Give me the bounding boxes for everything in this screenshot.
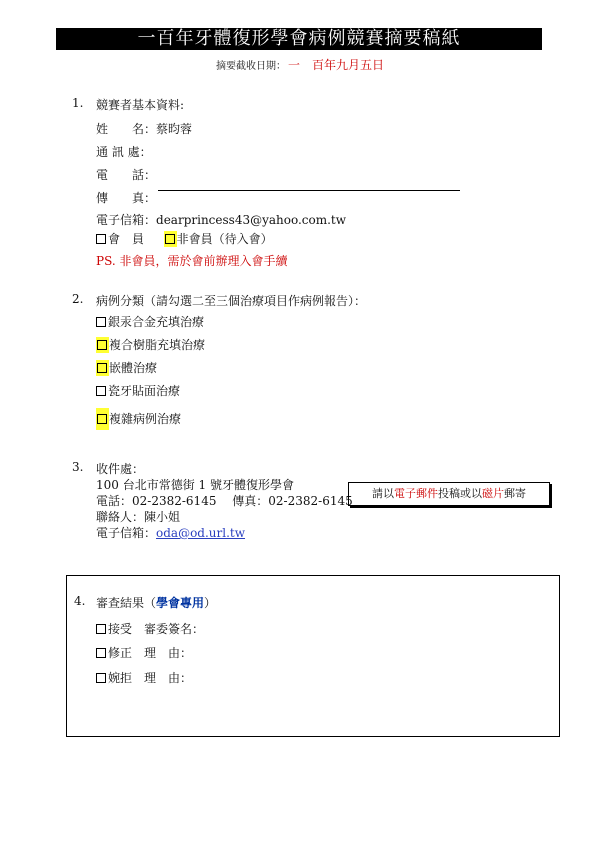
option-label: 複雜病例治療 — [109, 412, 182, 426]
email-label: 電子信箱： — [96, 213, 157, 227]
name-row — [96, 120, 192, 137]
deadline-date: 一 百年九月五日 — [287, 58, 384, 72]
fax-label-a: 傳 — [96, 191, 109, 205]
section3-heading: 收件處： — [96, 462, 145, 476]
recipient-email-row — [96, 524, 245, 541]
option-label: 銀汞合金充填治療 — [108, 315, 205, 329]
email-row — [96, 211, 346, 228]
accept-label: 接受 審委簽名： — [108, 622, 205, 636]
name-value: 蔡昀蓉 — [156, 122, 193, 136]
option-composite[interactable] — [96, 336, 205, 353]
member-label: 會 員 — [108, 232, 145, 246]
name-label-a: 姓 — [96, 122, 109, 136]
option-veneer[interactable] — [96, 382, 180, 399]
nonmember-checkbox[interactable] — [165, 234, 175, 244]
phone-row — [96, 166, 156, 183]
section1-number: 1. — [72, 96, 84, 110]
option-inlay-checkbox[interactable] — [97, 363, 107, 373]
section3-number: 3. — [72, 460, 84, 474]
fax-underline — [158, 190, 460, 191]
option-label: 複合樹脂充填治療 — [109, 338, 206, 352]
reject-label-a: 婉拒 理 — [108, 671, 157, 685]
email-value: dearprincess43@yahoo.com.tw — [156, 213, 347, 227]
name-label-b: 名： — [132, 122, 157, 136]
option-amalgam[interactable] — [96, 313, 204, 330]
deadline-label: 摘要截收日期： — [215, 61, 286, 72]
fax-row — [96, 189, 156, 206]
section2-heading: 病例分類（請勾選二至三個治療項目作病例報告）： — [96, 294, 367, 308]
option-veneer-checkbox[interactable] — [96, 386, 106, 396]
reject-checkbox[interactable] — [96, 673, 106, 683]
recipient-email-label: 電子信箱： — [96, 526, 157, 540]
option-amalgam-checkbox[interactable] — [96, 317, 106, 327]
phone-label-a: 電 — [96, 168, 109, 182]
section1-heading: 競賽者基本資料: — [96, 98, 185, 112]
address-label: 通 訊 處： — [96, 145, 152, 159]
review-revise[interactable] — [96, 644, 192, 661]
ps-note: PS. 非會員，需於會前辦理入會手續 — [96, 254, 288, 268]
recipient-phone-fax: 電話：02-2382-6145 傳真：02-2382-6145 — [96, 494, 353, 508]
section4-number: 4. — [74, 594, 86, 608]
fax-label-b: 真： — [132, 191, 157, 205]
notice-disk: 磁片 — [482, 487, 504, 500]
section4-heading: 審查結果（學會專用） — [96, 596, 217, 610]
member-checkbox[interactable] — [96, 234, 106, 244]
recipient-email-link[interactable]: oda@od.url.tw — [156, 526, 246, 540]
nonmember-label: 非會員（待入會） — [176, 232, 273, 246]
option-composite-checkbox[interactable] — [97, 340, 107, 350]
option-inlay[interactable] — [96, 359, 157, 376]
membership-row — [96, 230, 273, 247]
option-complex-checkbox[interactable] — [97, 414, 107, 424]
review-accept[interactable] — [96, 620, 204, 637]
submission-notice: 請以電子郵件投稿或以磁片郵寄 — [348, 482, 550, 506]
reject-label-b: 由： — [168, 671, 193, 685]
section2-number: 2. — [72, 292, 84, 306]
revise-label-b: 由： — [168, 646, 193, 660]
option-label: 瓷牙貼面治療 — [108, 384, 181, 398]
recipient-contact: 聯絡人：陳小姐 — [96, 510, 181, 524]
option-label: 嵌體治療 — [109, 361, 158, 375]
accept-checkbox[interactable] — [96, 624, 106, 634]
revise-label-a: 修正 理 — [108, 646, 157, 660]
review-reject[interactable] — [96, 669, 192, 686]
society-only: 學會專用 — [156, 596, 205, 610]
deadline — [0, 56, 600, 73]
recipient-address: 100 台北市常德街 1 號牙體復形學會 — [96, 478, 294, 492]
revise-checkbox[interactable] — [96, 648, 106, 658]
page-title: 一百年牙體復形學會病例競賽摘要稿紙 — [56, 28, 542, 50]
option-complex[interactable] — [96, 410, 181, 427]
phone-label-b: 話： — [132, 168, 157, 182]
notice-email: 電子郵件 — [394, 487, 438, 500]
